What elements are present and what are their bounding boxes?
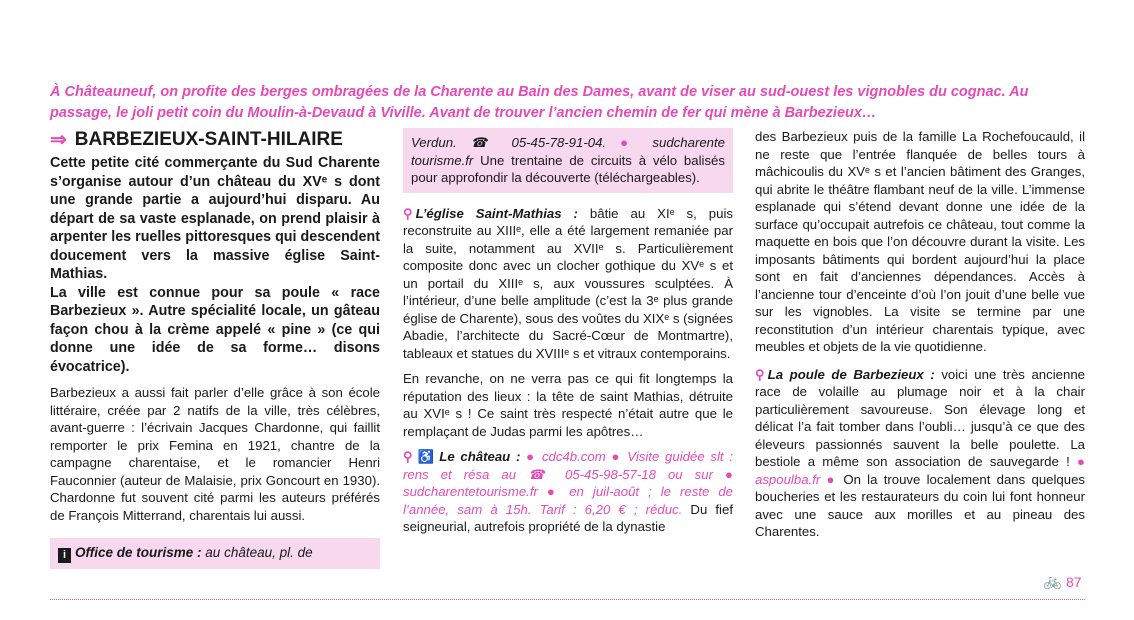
chateau-text: Du fief seigneurial, autrefois propriété de la dynastie <box>403 501 733 534</box>
bullet-icon: ● <box>526 449 537 464</box>
column-2 <box>403 128 733 536</box>
section-title: BARBEZIEUX-SAINT-HILAIRE <box>74 129 343 150</box>
bullet-icon: ● <box>1077 454 1085 469</box>
bullet-icon: ● <box>546 484 561 499</box>
intro-paragraph: À Châteauneuf, on profite des berges ombragées de la Charente au Bain des Dames, avant de viser au sud-ouest les vignobles du cognac. Au passage, le joli petit coin du Moulin-à-Devaud à Viville. Avant de trouver l’ancien chemin de fer qui mène à Barbezieux… <box>50 84 1029 121</box>
column-1 <box>50 128 380 569</box>
eglise-paragraph <box>403 205 733 363</box>
info-icon: i <box>58 548 71 563</box>
chateau-info: Visite guidée slt : rens et résa au ☎ 05-45-98-57-18 ou sur <box>403 449 733 482</box>
bullet-icon: ● <box>620 135 639 150</box>
footer-divider <box>50 599 1085 600</box>
office-description: Une trentaine de circuits à vélo balisés pour approfondir la découverte (téléchargeables). <box>411 152 725 185</box>
chateau-site-link-2[interactable]: sudcharentetourisme.fr <box>403 484 538 499</box>
office-tourisme-box <box>50 538 380 569</box>
lead-paragraph-2: La ville est connue pour sa poule « race Barbezieux ». Autre spécialité locale, un gâteau façon chou à la crème appelé « pine » (ce qui donne une idée de sa forme… disons évocatrice). <box>50 284 380 375</box>
eglise-paragraph-2: En revanche, on ne verra pas ce qui fit longtemps la réputation des lieux : la tête de saint Mathias, détruite au XVIᵉ s ! Ce saint très respecté n’était autre que le remplaçant de Judas parmi les apôtres… <box>403 371 733 439</box>
poule-text-2: On la trouve localement dans quelques boucheries et les restaurateurs du coin lui font honneur avec une sauce aux morilles et au pineau des Charentes. <box>755 471 1086 539</box>
office-tourisme-continued <box>403 128 733 193</box>
office-phone: ☎ 05-45-78-91-04. <box>470 135 607 150</box>
body-paragraph-1: Barbezieux a aussi fait parler d’elle grâce à son école littéraire, créée par 2 natifs de la ville, très célèbres, avant-guerre : l’écrivain Jacques Chardonne, qui faillit remporter le prix Femina en 1921, chantre de la campagne charentaise, et le romancier Henri Fauconnier (auteur de Malaisie, prix Goncourt en 1930). Chardonne fut souvent cité parmi les auteurs préférés de François Mitterrand, charentais lui aussi. <box>50 385 380 523</box>
bullet-icon: ● <box>611 449 622 464</box>
chateau-info-2: en juil-août ; le reste de l’année, sam à 15h. Tarif : 6,20 € ; réduc. <box>403 484 734 517</box>
page-number: 87 <box>1066 574 1082 590</box>
office-site-link[interactable]: sudcharente tourisme.fr <box>411 135 726 168</box>
office-label: Office de tourisme : <box>75 545 202 560</box>
bicycle-icon: 🚲 <box>1043 573 1062 590</box>
office-text-1: au château, pl. de <box>205 545 313 560</box>
poule-label: La poule de Barbezieux : <box>767 366 935 382</box>
chateau-label: Le château : <box>439 449 521 464</box>
office-text-2: Verdun. <box>411 135 457 150</box>
accessibility-icon: ♿ <box>415 449 437 464</box>
poule-text: voici une très ancienne race de volaille au plumage noir et à la chair particulièrement savoureuse. Son élevage long et délicat l’a fait tomber dans l’oubli… jusqu’à ce que des éleveurs passionnés sauvent la belle poulette. La bestiole a même son association de sauvegarde ! <box>755 366 1085 469</box>
eglise-text: bâtie au XIᵉ s, puis reconstruite au XIIIᵉ, elle a été largement remaniée par la suite, notamment au XVIIᵉ s. Particulièrement composite donc avec un clocher gothique du XVᵉ s et un portail du XIIIᵉ s, aux voussures sculptées. À l’intérieur, d’une belle amplitude (c’est la 3ᵉ plus grande église de Charente), sous des voûtes du XIXᵉ s (signées Abadie, l’architecte du Sacré-Cœur de Montmartre), tableaux et statues du XVIIIᵉ s et vitraux contemporains. <box>403 205 733 361</box>
chateau-paragraph <box>403 448 733 536</box>
column-3 <box>755 128 1085 541</box>
poule-paragraph <box>755 366 1085 541</box>
map-pin-icon: ⚲ <box>403 205 413 221</box>
arrow-right-icon: ⇒ <box>50 129 67 151</box>
map-pin-icon: ⚲ <box>755 366 765 382</box>
bullet-icon: ● <box>826 471 838 487</box>
chateau-paragraph-continued: des Barbezieux puis de la famille La Rochefoucauld, il ne reste que l’entrée flanquée de belles tours à mâchicoulis du XVᵉ s et l’ancien bâtiment des Granges, qui abrite le théâtre flambant neuf de la ville. L’immense esplanade qui s’étend devant donne une idée de la surface qu’occupait autrefois ce château, tout comme la maquette en bois que l’on découvre durant la visite. Les imposants bâtiments qui bordent aujourd’hui la place sont en fait d’anciennes dépendances. Accès à l’ancienne tour d’enceinte d’où l’on jouit d’une belle vue sur les vignobles. La visite se termine par une reconstitution d’un intérieur charentais typique, avec meubles et objets de la vie quotidienne. <box>755 129 1085 354</box>
map-pin-icon: ⚲ <box>403 449 413 464</box>
poule-site-link[interactable]: aspoulba.fr <box>755 471 821 487</box>
bullet-icon: ● <box>725 466 733 482</box>
chateau-site-link[interactable]: cdc4b.com <box>541 449 606 464</box>
section-heading <box>50 128 380 152</box>
lead-paragraph-1: Cette petite cité commerçante du Sud Charente s’organise autour d’un château du XVᵉ s dont une grande partie a aujourd’hui disparu. Au départ de sa vaste esplanade, on prend plaisir à arpenter les ruelles pittoresques qui descendent doucement vers la massive église Saint-Mathias. <box>50 155 380 282</box>
eglise-label: L’église Saint-Mathias : <box>415 205 578 221</box>
